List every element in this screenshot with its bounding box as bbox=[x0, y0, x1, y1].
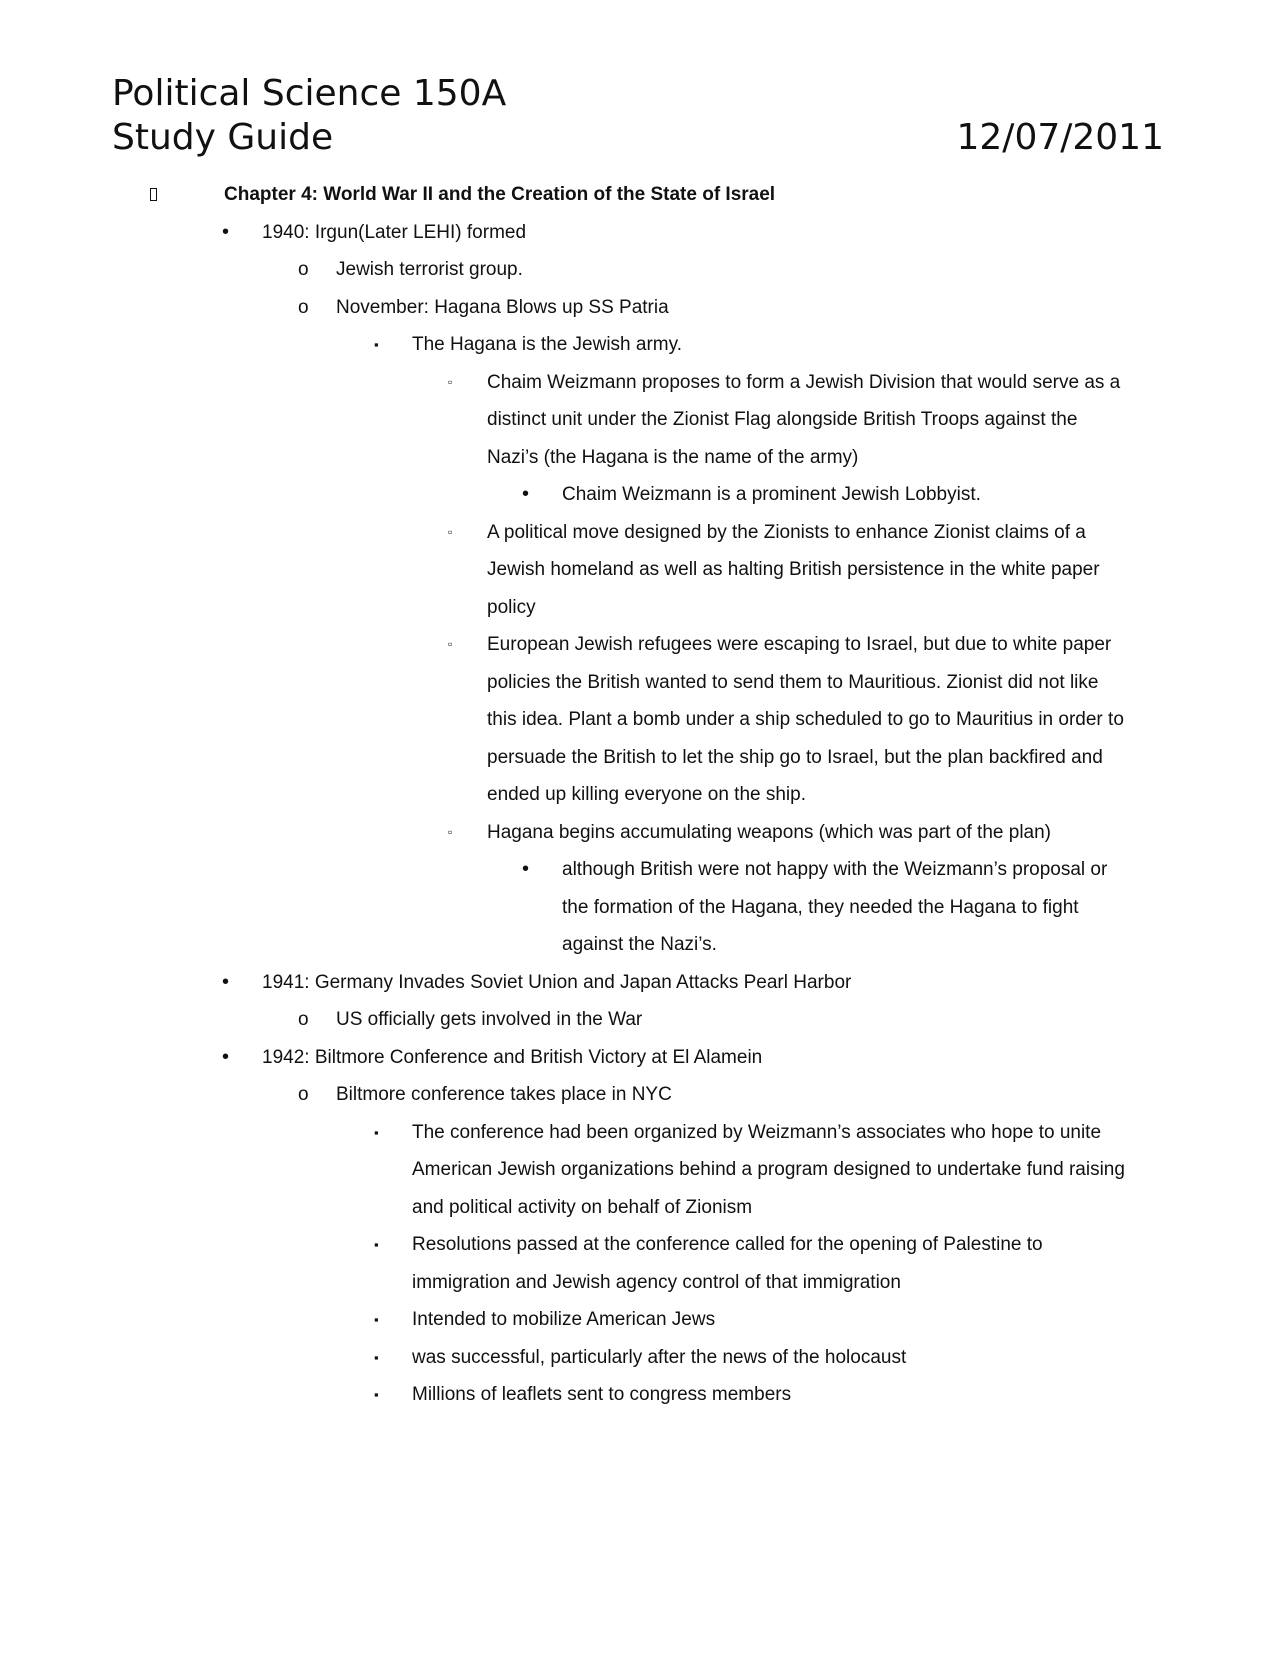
outline-item-text: The conference had been organized by Weizmann’s associates who hope to unite American Jewish organizations behind a program designed to undertake fund raising and political activity on behalf of Zionism bbox=[412, 1121, 1125, 1218]
outline-item-text: was successful, particularly after the news of the holocaust bbox=[412, 1346, 907, 1368]
outline-item-text: Chaim Weizmann proposes to form a Jewish Division that would serve as a distinct unit under the Zionist Flag alongside British Troops against the Nazi’s (the Hagana is the name of the army) bbox=[487, 371, 1121, 468]
bullet-marker: ▪ bbox=[374, 1124, 379, 1140]
outline-item bbox=[0, 814, 1200, 852]
bullet-marker: • bbox=[222, 970, 230, 993]
bullet-marker: • bbox=[222, 220, 230, 243]
bullet-marker: ▪ bbox=[374, 1349, 379, 1365]
guide-title: Study Guide bbox=[112, 117, 334, 158]
outline-item-text: Chaim Weizmann is a prominent Jewish Lobbyist. bbox=[562, 484, 981, 505]
outline-item-text: European Jewish refugees were escaping to Israel, but due to white paper policies the British wanted to send them to Mauritious. Zionist did not like this idea. Plant a bomb under a ship scheduled to go to Mauritius in order to persuade the British to let the ship go to Israel, but the plan backfired and ended up killing everyone on the ship. bbox=[487, 634, 1124, 805]
outline-item bbox=[0, 176, 1200, 214]
outline-item bbox=[0, 514, 1200, 627]
outline-item-text: Hagana begins accumulating weapons (which was part of the plan) bbox=[487, 821, 1051, 843]
outline-item bbox=[0, 964, 1200, 1002]
bullet-marker: ▪ bbox=[374, 1312, 379, 1327]
outline-item-text: November: Hagana Blows up SS Patria bbox=[336, 296, 669, 318]
outline-item bbox=[0, 326, 1200, 364]
outline-item bbox=[0, 1001, 1200, 1039]
outline-item-text: although British were not happy with the Weizmann’s proposal or the formation of the Hagana, they needed the Hagana to fight against the Nazi’s. bbox=[562, 859, 1108, 955]
document-header bbox=[112, 72, 1164, 160]
outline-item-text: 1942: Biltmore Conference and British Victory at El Alamein bbox=[262, 1046, 763, 1068]
outline-item bbox=[0, 1301, 1200, 1339]
outline-item bbox=[0, 626, 1200, 814]
outline-item-text: 1941: Germany Invades Soviet Union and Japan Attacks Pearl Harbor bbox=[262, 971, 852, 993]
outline-item bbox=[0, 214, 1200, 252]
header-row bbox=[112, 116, 1164, 160]
outline-item-text: Chapter 4: World War II and the Creation of the State of Israel bbox=[224, 184, 776, 205]
outline-item-text: A political move designed by the Zionists to enhance Zionist claims of a Jewish homeland as well as halting British persistence in the white paper policy bbox=[487, 521, 1100, 618]
bullet-marker: o bbox=[298, 296, 309, 318]
course-title: Political Science 150A bbox=[112, 73, 507, 114]
outline-item bbox=[0, 364, 1200, 477]
outline-item bbox=[0, 1114, 1200, 1227]
bullet-marker: o bbox=[298, 1009, 309, 1030]
bullet-marker: ▪ bbox=[374, 337, 379, 352]
outline-item bbox=[0, 1339, 1200, 1377]
outline-list bbox=[0, 176, 1280, 1414]
bullet-marker: ▫ bbox=[448, 374, 453, 389]
bullet-marker: • bbox=[522, 858, 530, 880]
outline-item bbox=[0, 1376, 1200, 1414]
bullet-marker: o bbox=[298, 259, 309, 280]
outline-item-text: Intended to mobilize American Jews bbox=[412, 1309, 716, 1330]
outline-item-text: The Hagana is the Jewish army. bbox=[412, 334, 682, 355]
outline-item bbox=[0, 289, 1200, 327]
bullet-marker: o bbox=[298, 1084, 309, 1105]
box-bullet-icon bbox=[150, 188, 157, 201]
bullet-marker: ▫ bbox=[448, 524, 453, 539]
outline-item bbox=[0, 1226, 1200, 1301]
outline-item-text: Millions of leaflets sent to congress members bbox=[412, 1384, 792, 1405]
outline-item bbox=[0, 476, 1200, 514]
outline-item bbox=[0, 251, 1200, 289]
outline-item bbox=[0, 1076, 1200, 1114]
outline-item-text: US officially gets involved in the War bbox=[336, 1009, 643, 1030]
bullet-marker bbox=[150, 176, 157, 215]
bullet-marker: ▪ bbox=[374, 1387, 379, 1402]
outline-item bbox=[0, 851, 1200, 964]
outline-item-text: Biltmore conference takes place in NYC bbox=[336, 1084, 672, 1105]
bullet-marker: ▫ bbox=[448, 824, 453, 839]
bullet-marker: ▪ bbox=[374, 1237, 379, 1252]
bullet-marker: • bbox=[222, 1045, 230, 1068]
outline-item-text: 1940: Irgun(Later LEHI) formed bbox=[262, 221, 527, 243]
outline-item-text: Resolutions passed at the conference called for the opening of Palestine to immigration and Jewish agency control of that immigration bbox=[412, 1234, 1043, 1293]
outline-item bbox=[0, 1039, 1200, 1077]
outline-item-text: Jewish terrorist group. bbox=[336, 259, 523, 280]
bullet-marker: • bbox=[522, 483, 530, 505]
bullet-marker: ▫ bbox=[448, 637, 453, 651]
document-date: 12/07/2011 bbox=[956, 117, 1164, 158]
